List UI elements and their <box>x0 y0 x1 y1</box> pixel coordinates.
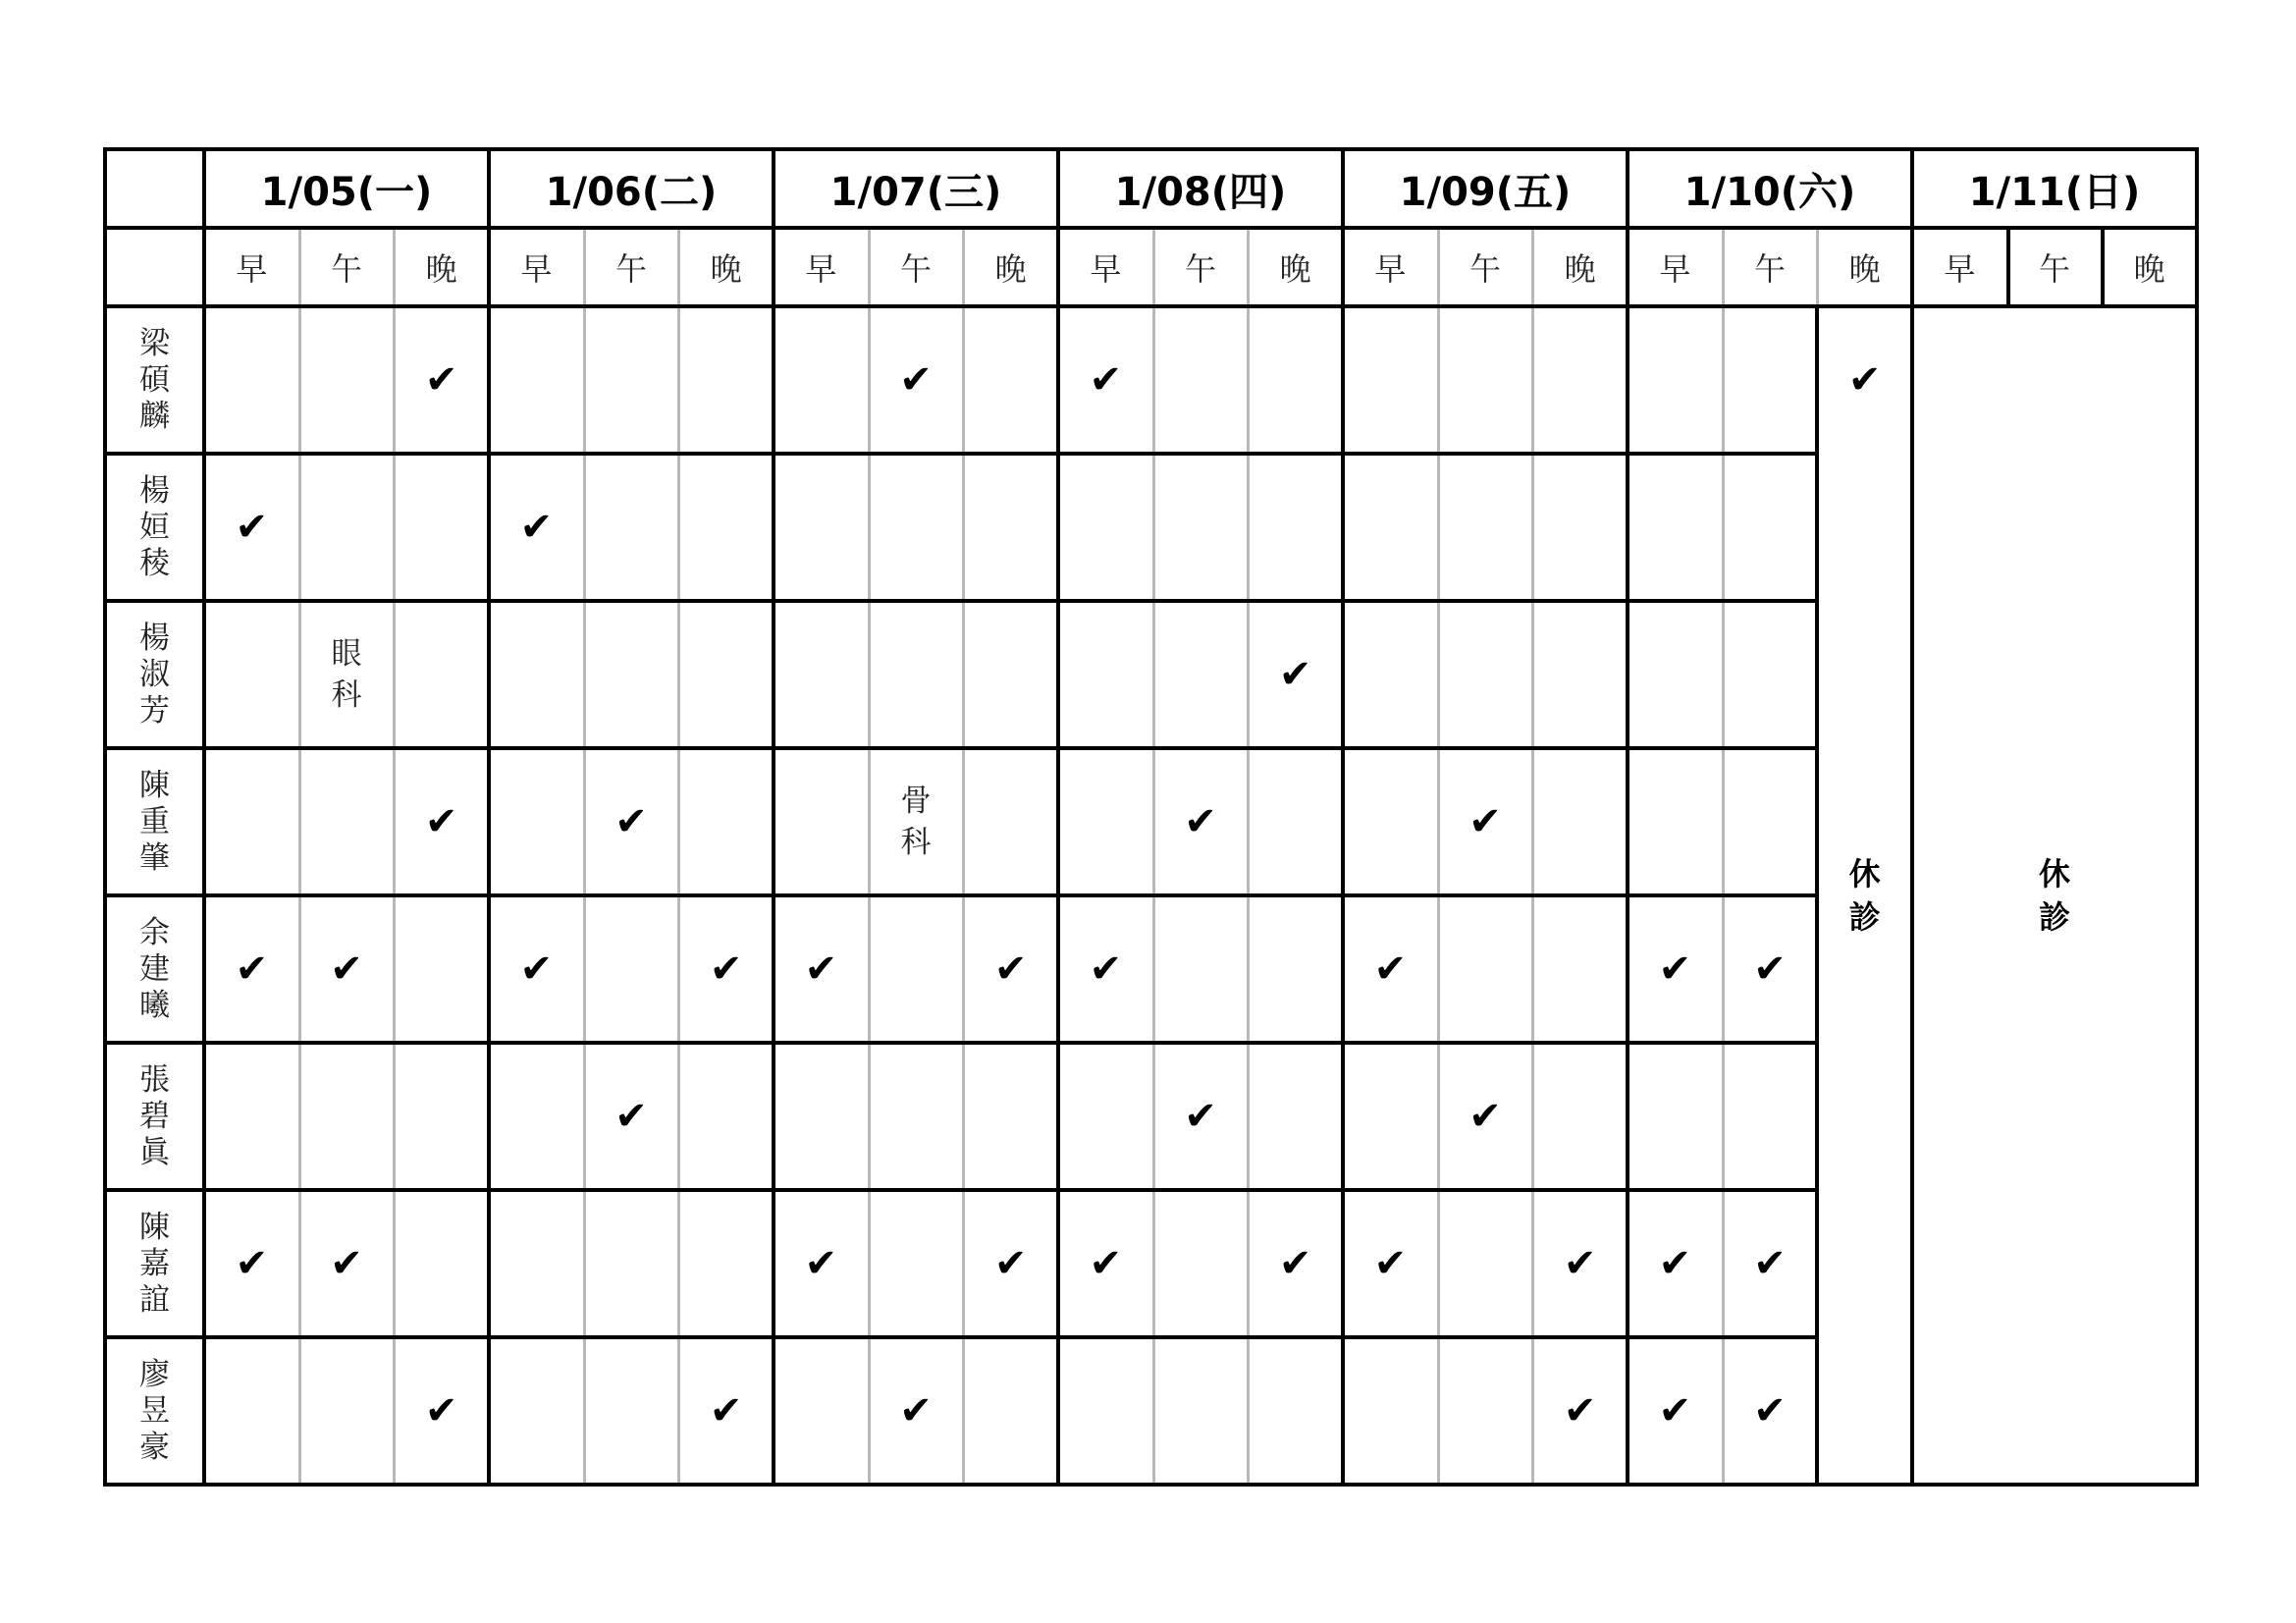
specialty-note-char: 科 <box>900 825 932 860</box>
slot-header-divider <box>868 228 871 306</box>
doctor-name-char: 眞 <box>139 1134 170 1170</box>
doctor-name-char: 豪 <box>139 1429 170 1465</box>
doctor-name-char: 淑 <box>139 656 170 692</box>
row-border <box>103 452 1817 456</box>
check-mark: ✔ <box>1468 799 1502 844</box>
day-border <box>1910 149 1914 1487</box>
check-mark: ✔ <box>804 1241 838 1286</box>
slot-header-divider <box>962 228 965 306</box>
check-mark: ✔ <box>1089 947 1123 992</box>
slot-header: 午 <box>1753 250 1786 288</box>
check-mark: ✔ <box>709 947 743 992</box>
day-border <box>1056 149 1060 1487</box>
closed-label-char: 休 <box>1848 855 1881 893</box>
slot-header: 晚 <box>2133 250 2165 288</box>
slot-header: 午 <box>2038 250 2070 288</box>
day-border <box>1341 149 1345 1487</box>
slot-header: 早 <box>1659 250 1691 288</box>
header-row-border <box>103 226 2199 230</box>
slot-header: 早 <box>520 250 553 288</box>
doctor-name-char: 廖 <box>139 1356 170 1392</box>
table-bottom-border <box>103 1483 2199 1487</box>
row-border <box>103 746 1817 750</box>
slot-header: 午 <box>330 250 362 288</box>
check-mark: ✔ <box>330 1241 363 1286</box>
day-header: 1/06(二) <box>545 169 718 215</box>
row-border <box>103 1041 1817 1045</box>
day-header: 1/07(三) <box>829 169 1002 215</box>
slot-header: 早 <box>1090 250 1122 288</box>
doctor-name <box>105 601 204 748</box>
doctor-name <box>105 748 204 895</box>
doctor-name-char: 曦 <box>139 987 170 1023</box>
doctor-name <box>105 895 204 1043</box>
check-mark: ✔ <box>1373 1241 1408 1286</box>
specialty-note <box>869 748 964 895</box>
doctor-name-char: 姮 <box>139 509 170 545</box>
slot-header-divider <box>298 228 301 306</box>
day-border <box>1626 149 1629 1487</box>
check-mark: ✔ <box>1658 1241 1692 1286</box>
check-mark: ✔ <box>330 947 363 992</box>
day-header: 1/08(四) <box>1114 169 1287 215</box>
doctor-name-char: 昱 <box>139 1392 170 1429</box>
slot-header-divider <box>1437 228 1440 306</box>
doctor-name-char: 嘉 <box>139 1245 170 1281</box>
slot-header: 晚 <box>994 250 1027 288</box>
check-mark: ✔ <box>614 799 648 844</box>
doctor-name <box>105 1337 204 1485</box>
row-border <box>103 1335 1817 1339</box>
closed-label-char: 診 <box>1848 898 1881 936</box>
doctor-name <box>105 1190 204 1337</box>
doctor-name-char: 誼 <box>139 1281 170 1318</box>
slot-header: 午 <box>1184 250 1216 288</box>
closed-label-char: 診 <box>2038 898 2070 936</box>
doctor-name <box>105 306 204 454</box>
row-border <box>103 893 1817 897</box>
check-mark: ✔ <box>424 1388 458 1434</box>
row-border <box>103 599 1817 603</box>
doctor-name-char: 芳 <box>139 692 170 729</box>
closed-label <box>1817 306 1912 1485</box>
check-mark: ✔ <box>1563 1241 1597 1286</box>
check-mark: ✔ <box>1468 1094 1502 1139</box>
check-mark: ✔ <box>1658 1388 1692 1434</box>
doctor-name-char: 陳 <box>139 1209 170 1245</box>
doctor-name-char: 梁 <box>139 325 170 361</box>
slot-header: 午 <box>899 250 932 288</box>
doctor-name-char: 麟 <box>139 398 170 434</box>
slot-header: 晚 <box>425 250 457 288</box>
doctor-name-char: 楊 <box>139 620 170 656</box>
doctor-name-char: 陳 <box>139 767 170 803</box>
check-mark: ✔ <box>1753 1388 1787 1434</box>
check-mark: ✔ <box>1373 947 1408 992</box>
slot-header-divider <box>2006 228 2010 306</box>
closed-label-char: 休 <box>2038 855 2070 893</box>
day-border <box>2195 149 2199 1487</box>
doctor-name-char: 稜 <box>139 545 170 581</box>
row-border <box>103 1188 1817 1192</box>
slot-header-divider <box>1722 228 1725 306</box>
doctor-name-char: 建 <box>139 950 170 987</box>
check-mark: ✔ <box>1753 1241 1787 1286</box>
check-mark: ✔ <box>1184 1094 1217 1139</box>
doctor-name <box>105 1043 204 1190</box>
check-mark: ✔ <box>1089 1241 1123 1286</box>
slot-header: 早 <box>1944 250 1976 288</box>
check-mark: ✔ <box>804 947 838 992</box>
slot-header-divider <box>1531 228 1534 306</box>
day-header: 1/10(六) <box>1683 169 1856 215</box>
check-mark: ✔ <box>519 947 554 992</box>
check-mark: ✔ <box>1847 357 1882 403</box>
doctor-name-char: 碩 <box>139 361 170 398</box>
slot-row-border <box>103 304 2199 308</box>
check-mark: ✔ <box>1089 357 1123 403</box>
table-top-border <box>103 147 2199 151</box>
check-mark: ✔ <box>899 1388 933 1434</box>
check-mark: ✔ <box>1184 799 1217 844</box>
check-mark: ✔ <box>1278 1241 1312 1286</box>
specialty-note-char: 科 <box>331 677 362 713</box>
slot-header: 晚 <box>710 250 742 288</box>
slot-header: 晚 <box>1564 250 1596 288</box>
slot-header: 午 <box>1468 250 1501 288</box>
slot-header-divider <box>1816 228 1819 306</box>
day-border <box>487 149 491 1487</box>
doctor-name-char: 楊 <box>139 472 170 509</box>
check-mark: ✔ <box>993 1241 1028 1286</box>
closed-label <box>1912 306 2197 1485</box>
slot-header-divider <box>677 228 680 306</box>
check-mark: ✔ <box>424 799 458 844</box>
slot-header: 午 <box>614 250 647 288</box>
day-border <box>772 149 775 1487</box>
slot-header-divider <box>583 228 586 306</box>
check-mark: ✔ <box>614 1094 648 1139</box>
slot-header: 早 <box>236 250 268 288</box>
check-mark: ✔ <box>235 1241 269 1286</box>
specialty-note-char: 骨 <box>900 784 932 819</box>
check-mark: ✔ <box>1753 947 1787 992</box>
doctor-name-char: 碧 <box>139 1098 170 1134</box>
check-mark: ✔ <box>235 505 269 550</box>
doctor-name-char: 肇 <box>139 839 170 876</box>
day-header: 1/11(日) <box>1968 169 2141 215</box>
doctor-name-char: 張 <box>139 1061 170 1098</box>
name-column-border <box>202 149 206 1487</box>
slot-header: 早 <box>1374 250 1407 288</box>
check-mark: ✔ <box>993 947 1028 992</box>
check-mark: ✔ <box>709 1388 743 1434</box>
check-mark: ✔ <box>1278 652 1312 697</box>
day-header: 1/05(一) <box>260 169 433 215</box>
specialty-note-char: 眼 <box>331 636 362 672</box>
slot-header: 晚 <box>1848 250 1881 288</box>
doctor-name <box>105 454 204 601</box>
specialty-note <box>299 601 395 748</box>
check-mark: ✔ <box>899 357 933 403</box>
check-mark: ✔ <box>519 505 554 550</box>
check-mark: ✔ <box>1563 1388 1597 1434</box>
doctor-name-char: 重 <box>139 803 170 839</box>
table-left-border <box>103 149 107 1487</box>
day-header: 1/09(五) <box>1399 169 1572 215</box>
slot-header-divider <box>1247 228 1250 306</box>
slot-header: 早 <box>805 250 837 288</box>
check-mark: ✔ <box>235 947 269 992</box>
doctor-name-char: 余 <box>139 914 170 950</box>
check-mark: ✔ <box>424 357 458 403</box>
check-mark: ✔ <box>1658 947 1692 992</box>
slot-header: 晚 <box>1279 250 1311 288</box>
slot-header-divider <box>2101 228 2105 306</box>
slot-header-divider <box>1152 228 1155 306</box>
slot-header-divider <box>393 228 396 306</box>
